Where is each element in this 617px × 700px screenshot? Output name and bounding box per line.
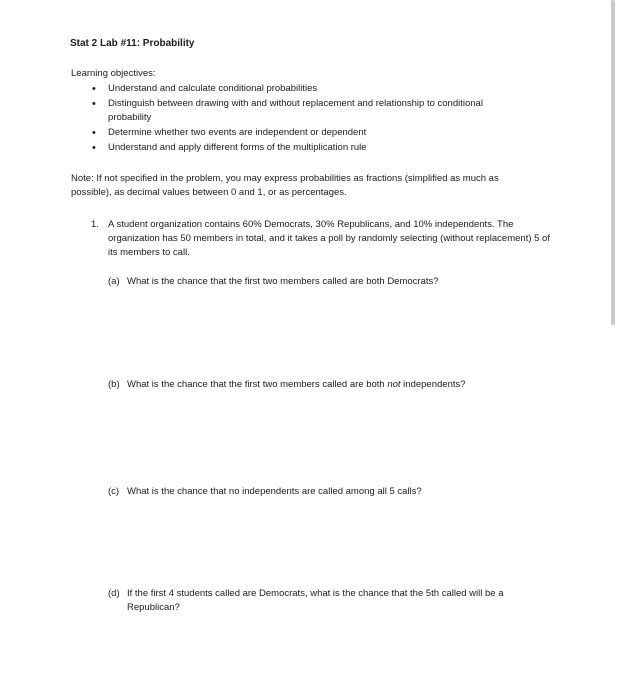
bullet-icon: • [92,83,96,95]
part-text [127,378,548,392]
objective-text: Determine whether two events are independent or dependent [108,127,367,138]
part-text: What is the chance that no independents are called among all 5 calls? [127,486,422,497]
part-text: What is the chance that the first two members called are both Democrats? [127,276,439,287]
part-label: (b) [108,379,120,390]
objective-text: Understand and calculate conditional probabilities [108,83,318,94]
part-text-after: independents? [400,379,466,390]
note-paragraph: Note: If not specified in the problem, you may express probabilities as fractions (simplified as much as possible), as decimal values between 0 and 1, or as percentages. [71,173,499,198]
bullet-icon: • [92,127,96,139]
list-item [92,126,522,140]
bullet-icon: • [92,98,96,110]
question-part-c [108,485,548,499]
question-part-d [108,587,548,615]
objectives-heading: Learning objectives: [71,68,156,79]
list-item [92,97,522,125]
page-title: Stat 2 Lab #11: Probability [70,38,195,49]
question-number: 1. [91,219,99,230]
part-text: If the first 4 students called are Democrats, what is the chance that the 5th called will be a Republican? [127,588,504,613]
part-label: (c) [108,486,120,497]
scrollbar-thumb[interactable] [611,0,615,325]
scrollbar[interactable] [609,0,617,700]
part-text-before: What is the chance that the first two members called are both [127,379,388,390]
question-intro: A student organization contains 60% Democrats, 30% Republicans, and 10% independents. The organization has 50 members in total, and it takes a poll by randomly selecting (without replacement) 5 of its members to call. [108,219,550,258]
objective-text: Understand and apply different forms of the multiplication rule [108,142,367,153]
part-label: (a) [108,276,120,287]
list-item [92,141,522,155]
list-item [92,82,522,96]
question-part-a [108,275,548,289]
part-text-emphasis: not [387,379,401,390]
part-label: (d) [108,588,120,599]
bullet-icon: • [92,142,96,154]
objectives-list [92,82,522,156]
question-part-b [108,378,548,392]
question-1 [91,218,561,260]
objective-text: Distinguish between drawing with and without replacement and relationship to conditional probability [108,98,483,123]
